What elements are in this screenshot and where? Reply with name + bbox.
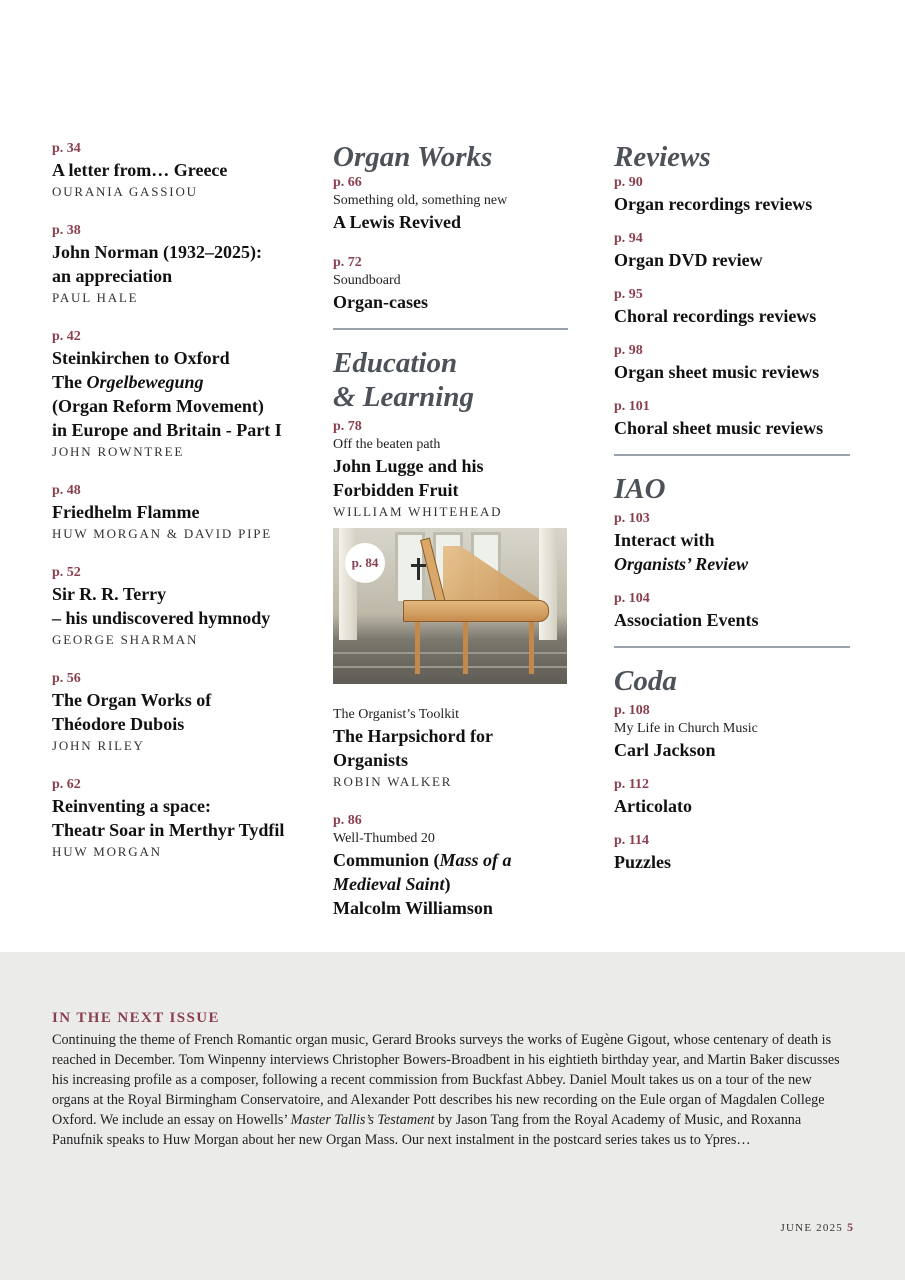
page-ref: p. 66: [333, 175, 362, 190]
article-title-line: Interact with: [614, 530, 715, 550]
harpsichord-leg: [415, 622, 420, 674]
article-title-line: – his undiscovered hymnody: [52, 608, 271, 628]
article-author: OURANIA GASSIOU: [52, 184, 198, 199]
article-kicker: My Life in Church Music: [614, 721, 758, 736]
folio-page-number: 5: [847, 1220, 853, 1234]
page-ref: p. 104: [614, 591, 650, 606]
contents-entry[interactable]: [614, 776, 850, 818]
article-author: WILLIAM WHITEHEAD: [333, 504, 503, 519]
article-author: JOHN ROWNTREE: [52, 444, 185, 459]
page-ref: p. 98: [614, 343, 643, 358]
article-title-line: Sir R. R. Terry: [52, 584, 167, 604]
article-author: HUW MORGAN & DAVID PIPE: [52, 526, 273, 541]
page-ref: p. 90: [614, 175, 643, 190]
page-ref: p. 114: [614, 833, 650, 848]
article-author: JOHN RILEY: [52, 738, 145, 753]
contents-entry[interactable]: [333, 418, 568, 522]
contents-entry[interactable]: [614, 174, 850, 216]
contents-entry[interactable]: [52, 222, 302, 308]
harpsichord-leg: [529, 622, 534, 674]
section-divider: [614, 646, 850, 648]
article-kicker: Soundboard: [333, 273, 401, 288]
page-ref: p. 72: [333, 255, 362, 270]
contents-entry[interactable]: [52, 482, 302, 544]
page-ref: p. 38: [52, 223, 81, 238]
page-ref: p. 101: [614, 399, 650, 414]
section-divider: [614, 454, 850, 456]
article-title: Puzzles: [614, 852, 671, 872]
page-badge: p. 84: [345, 543, 385, 583]
page-ref: p. 34: [52, 141, 81, 156]
section-heading-education-line2: & Learning: [333, 381, 474, 413]
contents-entry[interactable]: [52, 670, 302, 756]
page-ref: p. 94: [614, 231, 643, 246]
contents-entry[interactable]: [333, 812, 568, 920]
page-ref: p. 108: [614, 703, 650, 718]
contents-entry[interactable]: [614, 702, 850, 762]
page-ref: p. 103: [614, 511, 650, 526]
article-author: ROBIN WALKER: [333, 774, 453, 789]
next-issue-text-part: by Jason Tang from the Royal Academy of Music, and Roxanna Panufnik speaks to Huw Morgan about her new Organ Mass. Our next instalment in the postcard series takes us to Ypres…: [52, 1112, 802, 1148]
section-heading-coda: Coda: [614, 665, 677, 697]
title-italic: Medieval Saint: [333, 874, 445, 894]
article-title-line: John Norman (1932–2025):: [52, 242, 262, 262]
article-title: Choral recordings reviews: [614, 306, 817, 326]
contents-entry[interactable]: [52, 776, 302, 862]
folio-issue: JUNE 2025: [780, 1222, 843, 1234]
page-ref: p. 42: [52, 329, 81, 344]
article-title: Association Events: [614, 610, 759, 630]
photo-cross-bar: [411, 564, 426, 567]
contents-entry[interactable]: [52, 140, 302, 202]
contents-entry[interactable]: [333, 254, 568, 314]
contents-entry[interactable]: [52, 564, 302, 650]
contents-entry[interactable]: [614, 230, 850, 272]
next-issue-text-part: Continuing the theme of French Romantic organ music, Gerard Brooks surveys the works of Eugène Gigout, whose centenary of death is reached in December. Tom Winpenny interviews Christopher Bowers-Broadbent in his eightieth birthday year, and Martin Baker discusses his increasing profile as a composer, following a recent commission from Buckfast Abbey. Daniel Moult takes us on a tour of the new organs at the Royal Birmingham Conservatoire, and Alexander Pott describes his new recording on the Eule organ of Magdalen College Oxford. We include an essay on Howells’: [52, 1032, 840, 1128]
contents-entry[interactable]: [614, 832, 850, 874]
article-title: The Harpsichord for Organists: [333, 726, 493, 770]
section-heading-reviews: Reviews: [614, 141, 711, 173]
contents-column-2: [333, 140, 568, 940]
section-heading-iao: IAO: [614, 473, 666, 505]
article-title-line: [333, 872, 568, 896]
contents-column-1: [52, 140, 302, 882]
contents-entry[interactable]: [333, 706, 568, 792]
article-title: Organ sheet music reviews: [614, 362, 820, 382]
contents-entry[interactable]: [614, 398, 850, 440]
article-author: GEORGE SHARMAN: [52, 632, 199, 647]
article-title-line: The Organ Works of: [52, 690, 212, 710]
contents-entry[interactable]: [614, 590, 850, 632]
section-heading-education: Education: [333, 347, 458, 379]
article-title-line: Forbidden Fruit: [333, 480, 459, 500]
next-issue-heading: IN THE NEXT ISSUE: [52, 1010, 220, 1026]
article-kicker: Well-Thumbed 20: [333, 831, 435, 846]
page-ref: p. 86: [333, 813, 362, 828]
article-title-line: in Europe and Britain - Part I: [52, 420, 282, 440]
article-title-line: Malcolm Williamson: [333, 898, 493, 918]
title-text: ): [444, 874, 451, 894]
contents-column-3: [614, 140, 850, 894]
page-ref: p. 48: [52, 483, 81, 498]
contents-entry[interactable]: [333, 174, 568, 234]
article-kicker: Off the beaten path: [333, 437, 441, 452]
title-text: Communion (: [333, 850, 440, 870]
page-ref: p. 52: [52, 565, 81, 580]
next-issue-text: [52, 1030, 852, 1150]
photo-cross: [417, 558, 420, 580]
article-kicker: The Organist’s Toolkit: [333, 707, 460, 722]
article-title-line: Théodore Dubois: [52, 714, 185, 734]
article-title: A Lewis Revived: [333, 212, 461, 232]
article-title: Organ recordings reviews: [614, 194, 813, 214]
page-ref: p. 62: [52, 777, 81, 792]
article-kicker: Something old, something new: [333, 193, 508, 208]
contents-entry[interactable]: [614, 510, 850, 576]
article-title-line: (Organ Reform Movement): [52, 396, 264, 416]
page-ref: p. 112: [614, 777, 650, 792]
page-ref: p. 78: [333, 419, 362, 434]
article-title: Choral sheet music reviews: [614, 418, 824, 438]
article-title-line: [333, 848, 568, 872]
article-title-line: an appreciation: [52, 266, 173, 286]
article-title-line: John Lugge and his: [333, 456, 484, 476]
contents-entry[interactable]: [614, 342, 850, 384]
article-title-line: [52, 370, 302, 394]
next-issue-panel: [0, 952, 905, 1280]
article-title: Friedhelm Flamme: [52, 502, 200, 522]
article-title: A letter from… Greece: [52, 160, 228, 180]
article-title: Articolato: [614, 796, 692, 816]
title-italic: Organists’ Review: [614, 554, 749, 574]
article-title-line: Reinventing a space:: [52, 796, 211, 816]
harpsichord-leg: [463, 622, 468, 674]
title-text: The: [52, 372, 87, 392]
article-title: Organ DVD review: [614, 250, 763, 270]
next-issue-text-italic: Master Tallis’s Testament: [290, 1112, 435, 1128]
article-title: Carl Jackson: [614, 740, 716, 760]
article-title-line: Theatr Soar in Merthyr Tydfil: [52, 820, 285, 840]
harpsichord-photo: [333, 528, 567, 684]
article-author: HUW MORGAN: [52, 844, 162, 859]
title-italic: Mass of a: [439, 850, 512, 870]
page-ref: p. 56: [52, 671, 81, 686]
page-folio: [781, 1220, 853, 1235]
section-divider: [333, 328, 568, 330]
title-italic: Orgelbewegung: [86, 372, 204, 392]
article-title-line: Steinkirchen to Oxford: [52, 348, 230, 368]
contents-entry[interactable]: [614, 286, 850, 328]
article-author: PAUL HALE: [52, 290, 139, 305]
section-heading-organ-works: Organ Works: [333, 141, 493, 173]
article-title-line: [614, 552, 850, 576]
page-ref: p. 95: [614, 287, 643, 302]
harpsichord-case: [403, 600, 549, 622]
contents-entry[interactable]: [52, 328, 302, 462]
article-title: Organ-cases: [333, 292, 428, 312]
